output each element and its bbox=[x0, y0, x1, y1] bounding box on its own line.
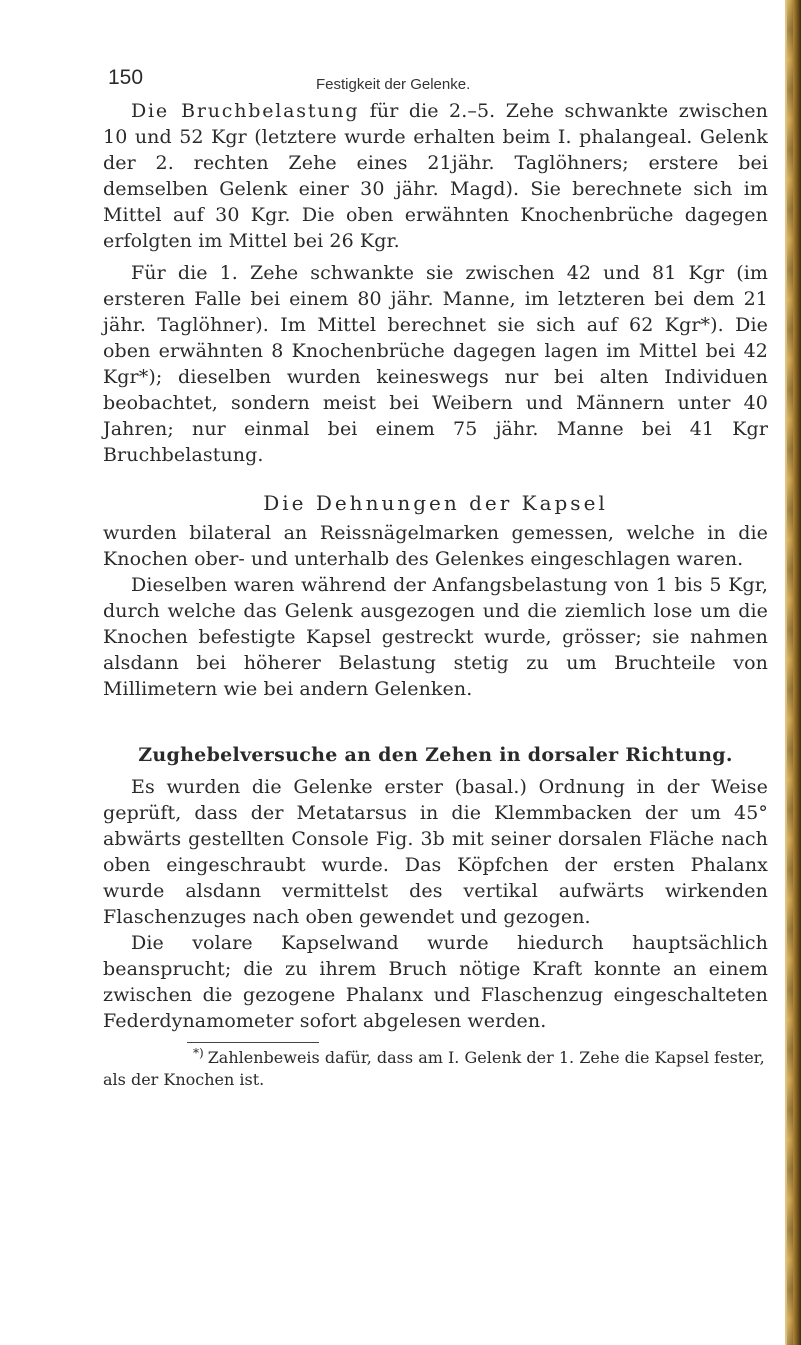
page-number: 150 bbox=[108, 66, 144, 89]
section-heading-zughebelversuche: Zughebelversuche an den Zehen in dorsaler Richtung. bbox=[138, 744, 733, 766]
paragraph-anfangsbelastung: Dieselben waren während der Anfangsbelastung von 1 bis 5 Kgr, durch welche das Gelenk ausgezogen und die ziemlich lose um die Knochen befestigte Kapsel gestreckt wurde, grösser; sie nahmen alsdann bei höherer Belastung stetig zu um Bruchteile von Millimetern wie bei andern Gelenken. bbox=[103, 574, 768, 700]
paragraph-bruchbelastung bbox=[103, 98, 768, 254]
paragraph-erste-zehe: Für die 1. Zehe schwankte sie zwischen 42 und 81 Kgr (im ersteren Falle bei einem 80 jähr. Manne, im letzteren bei dem 21 jähr. Taglöhner). Im Mittel berechnet sie sich auf 62 Kgr*). Die oben erwähnten 8 Knochenbrüche dagegen lagen im Mittel bei 42 Kgr*); dieselben wurden keineswegs nur bei alten Individuen beobachtet, sondern meist bei Weibern und Männern unter 40 Jahren; nur einmal bei einem 75 jähr. Manne bei 41 Kgr Bruchbelastung. bbox=[103, 262, 768, 466]
running-head: Festigkeit der Gelenke. bbox=[316, 76, 471, 93]
paragraph-gelenke-geprueft: Es wurden die Gelenke erster (basal.) Ordnung in der Weise geprüft, dass der Metatarsus in die Klemmbacken der um 45° abwärts gestellten Console Fig. 3b mit seiner dorsalen Fläche nach oben eingeschraubt wurde. Das Köpfchen der ersten Phalanx wurde alsdann vermittelst des vertikal aufwärts wirkenden Flaschenzuges nach oben gewendet und gezogen. bbox=[103, 776, 768, 928]
section-heading-dehnungen: Die Dehnungen der Kapsel bbox=[263, 491, 608, 515]
paragraph-lead-term: Die Bruchbelastung bbox=[131, 100, 360, 122]
page-edge-stain bbox=[787, 0, 793, 1345]
footnote-text: Zahlenbeweis dafür, dass am I. Gelenk der 1. Zehe die Kapsel fester, als der Knochen ist. bbox=[103, 1048, 765, 1089]
page-header bbox=[108, 66, 768, 96]
page-body bbox=[103, 98, 768, 1091]
paragraph-text: für die 2.–5. Zehe schwankte zwischen 10 und 52 Kgr (letztere wurde erhalten beim I. phalangeal. Gelenk der 2. rechten Zehe eines 21jähr. Taglöhners; erstere bei demselben Gelenk einer 30 jähr. Magd). Sie berechnete sich im Mittel auf 30 Kgr. Die oben erwähnten Knochenbrüche dagegen erfolgten im Mittel bei 26 Kgr. bbox=[103, 100, 768, 252]
paragraph-reissnaegel: wurden bilateral an Reissnägelmarken gemessen, welche in die Knochen ober- und unterhalb des Gelenkes eingeschlagen waren. bbox=[103, 522, 768, 570]
footnote-divider bbox=[187, 1042, 319, 1043]
paragraph-volare-kapselwand: Die volare Kapselwand wurde hiedurch hauptsächlich beansprucht; die zu ihrem Bruch nötige Kraft konnte an einem zwischen die gezogene Phalanx und Flaschenzug eingeschalteten Federdynamometer sofort abgelesen werden. bbox=[103, 932, 768, 1032]
footnote: *) Zahlenbeweis dafür, dass am I. Gelenk der 1. Zehe die Kapsel fester, als der Knochen ist. bbox=[103, 1045, 765, 1089]
